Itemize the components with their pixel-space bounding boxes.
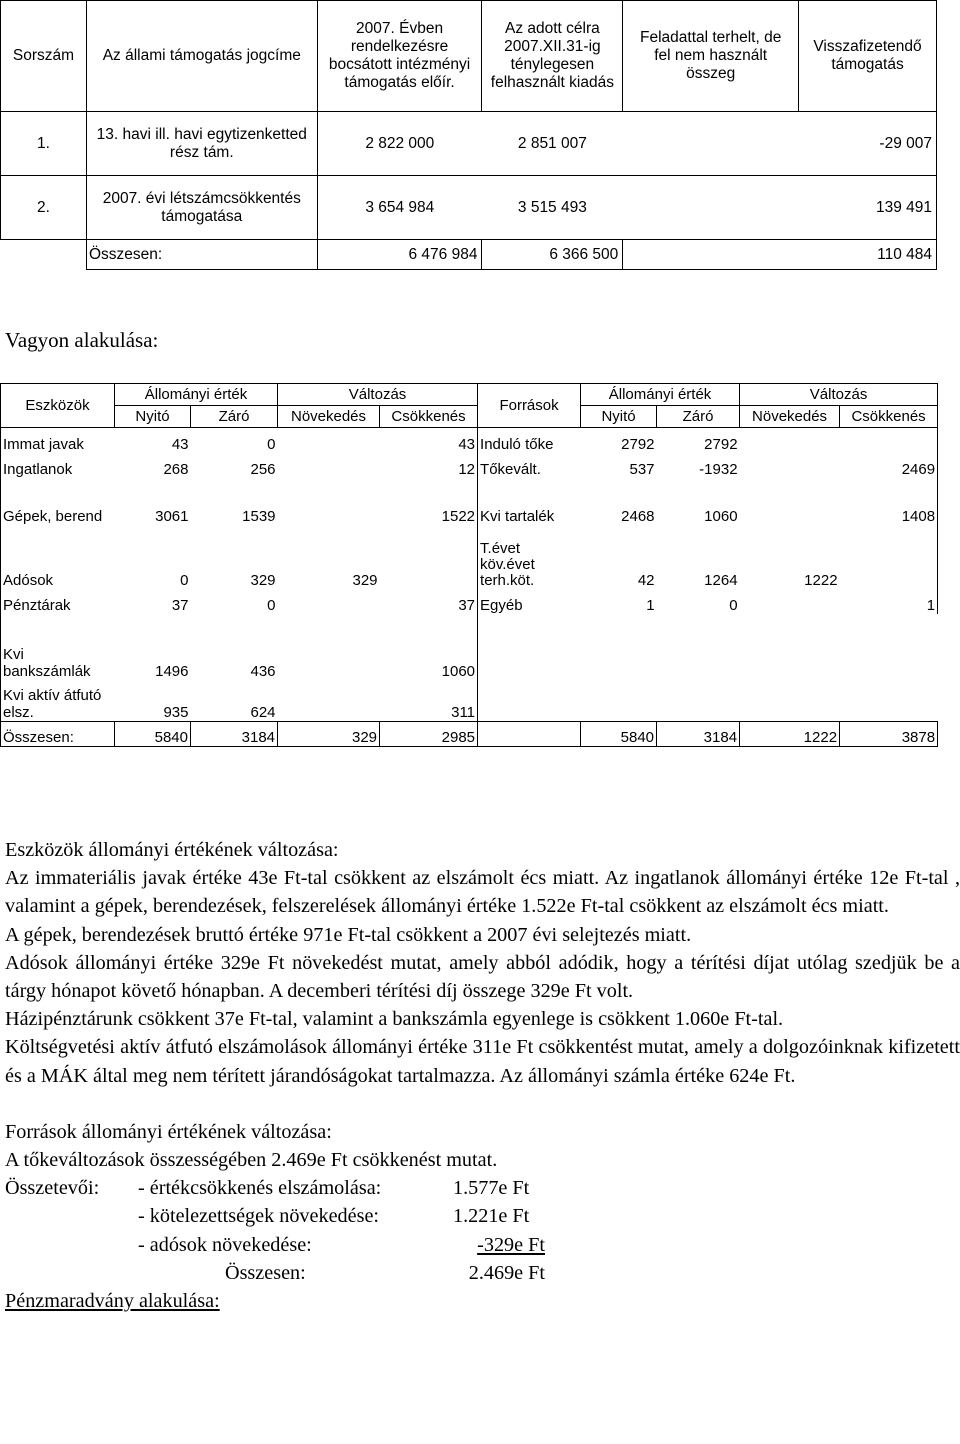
asset-opening: 37 [171, 596, 189, 614]
table-row [1, 176, 937, 240]
asset-decrease: 37 [380, 589, 478, 614]
asset-increase [278, 589, 380, 614]
asset-decrease: 1060 [380, 614, 478, 680]
header-allomanyi-ertek: Állományi érték [115, 384, 278, 406]
asset-opening: 935 [163, 704, 189, 721]
header-kiadas: Az adott célra 2007.XII.31-ig ténylegesen felhasznált kiadás [482, 1, 623, 112]
header-fel-nem-hasznalt: Feladattal terhelt, de fel nem használt összeg [623, 1, 799, 112]
source-closing: 1264 [704, 571, 738, 589]
header-nyito: Nyitó [581, 406, 657, 428]
total-ai: 329 [278, 722, 380, 747]
paragraph: Házipénztárunk csökkent 37e Ft-tal, valamint a bankszámla egyenlege is csökkent 1.060e Ft-tal. [5, 1008, 784, 1031]
component-row [5, 1174, 960, 1202]
heading-penzmaradvany: Pénzmaradvány alakulása: [5, 1290, 220, 1313]
assets-table [0, 383, 938, 747]
total-az: 3184 [191, 722, 278, 747]
asset-name: Kvi bankszámlák [1, 614, 115, 680]
component-value: 1.577e Ft [453, 1177, 530, 1200]
section-heading-vagyon: Vagyon alakulása: [5, 328, 159, 352]
header-visszafizetendo: Visszafizetendő támogatás [799, 1, 937, 112]
source-name: Egyéb [478, 589, 581, 614]
header-csokkenes: Csökkenés [840, 406, 938, 428]
asset-opening: 43 [171, 435, 189, 453]
heading-eszkozok-valtozasa: Eszközök állományi értékének változása: [5, 839, 339, 861]
table-row [1, 680, 938, 722]
source-closing: 1060 [704, 507, 738, 525]
source-decrease: 1 [840, 589, 938, 614]
component-item: - értékcsökkenés elszámolása: [138, 1177, 382, 1200]
paragraph: Adósok állományi értéke 329e Ft növekedést mutat, amely abból adódik, hogy a térítési díjat utólag szedjük be a tárgy hónapot követő hónapban. A decemberi térítési díj összege 329e Ft volt. [5, 951, 960, 1003]
source-increase [740, 428, 840, 453]
total-fz: 3184 [657, 722, 740, 747]
source-closing: 2792 [704, 435, 738, 453]
table-row [1, 525, 938, 589]
asset-increase [278, 614, 380, 680]
source-opening: 1 [646, 596, 655, 614]
total-c5 [623, 240, 799, 270]
component-total-row [5, 1259, 960, 1287]
table-row [1, 478, 938, 525]
component-value: 1.221e Ft [453, 1205, 530, 1228]
support-table [0, 0, 937, 270]
asset-closing: 1539 [242, 507, 276, 525]
source-increase [740, 478, 840, 525]
asset-increase [278, 478, 380, 525]
total-c4: 6 366 500 [482, 240, 623, 270]
header-novekedes: Növekedés [740, 406, 840, 428]
header-allomanyi-ertek: Állományi érték [581, 384, 740, 406]
asset-name: Pénztárak [1, 589, 115, 614]
source-opening: 537 [629, 460, 655, 478]
paragraph: A tőkeváltozások összességében 2.469e Ft csökkenést mutat. [5, 1149, 498, 1172]
component-label: Összetevői: [5, 1177, 100, 1200]
asset-name: Kvi aktív átfutó elsz. [1, 680, 115, 722]
asset-name: Gépek, berend [1, 478, 115, 525]
source-opening: 2792 [621, 435, 655, 453]
asset-closing: 0 [267, 435, 276, 453]
header-eszkozok: Eszközök [1, 384, 115, 428]
table-row [1, 614, 938, 680]
total-fn: 5840 [581, 722, 657, 747]
header-sorszam: Sorszám [1, 1, 87, 112]
asset-decrease: 43 [380, 428, 478, 453]
asset-increase [278, 680, 380, 722]
asset-decrease: 12 [380, 453, 478, 478]
header-forrasok: Források [478, 384, 581, 428]
total-ad: 2985 [380, 722, 478, 747]
component-value: -329e Ft [477, 1233, 545, 1256]
table-row [1, 453, 938, 478]
asset-opening: 268 [163, 460, 189, 478]
row-title: 13. havi ill. havi egytizenketted rész tám. [86, 112, 317, 176]
total-a: Összesen: [1, 722, 115, 747]
header-eloir: 2007. Évben rendelkezésre bocsátott intézményi támogatás előír. [317, 1, 482, 112]
source-opening: 42 [637, 571, 655, 589]
notes [5, 836, 960, 1315]
asset-decrease: 311 [380, 680, 478, 722]
header-novekedes: Növekedés [278, 406, 380, 428]
asset-opening: 3061 [155, 507, 189, 525]
source-name: Tőkevált. [478, 453, 581, 478]
table-row [1, 112, 937, 176]
row-c3: 3 654 984 [317, 176, 482, 240]
total-fd: 3878 [840, 722, 938, 747]
asset-closing: 329 [250, 571, 276, 589]
asset-decrease [380, 525, 478, 589]
source-increase [740, 589, 840, 614]
total-row [1, 722, 938, 747]
table-row [1, 589, 938, 614]
source-increase [740, 453, 840, 478]
source-closing: 0 [729, 596, 738, 614]
source-decrease: 1408 [840, 478, 938, 525]
asset-closing: 256 [250, 460, 276, 478]
header-zaro: Záró [657, 406, 740, 428]
asset-opening: 1496 [155, 662, 189, 680]
paragraph: A gépek, berendezések bruttó értéke 971e Ft-tal csökkent a 2007 évi selejtezés miatt. [5, 923, 692, 946]
asset-name: Adósok [1, 525, 115, 589]
component-item: - adósok növekedése: [138, 1233, 312, 1256]
row-c6: -29 007 [799, 112, 937, 176]
total-row [1, 240, 937, 270]
row-c6: 139 491 [799, 176, 937, 240]
source-decrease [840, 428, 938, 453]
asset-name: Ingatlanok [1, 453, 115, 478]
row-c3: 2 822 000 [317, 112, 482, 176]
heading-forrasok-valtozasa: Források állományi értékének változása: [5, 1120, 332, 1143]
asset-closing: 0 [267, 596, 276, 614]
row-c4: 2 851 007 [482, 112, 623, 176]
header-valtozas: Változás [740, 384, 938, 406]
paragraph: Az immateriális javak értéke 43e Ft-tal csökkent az elszámolt écs miatt. Az ingatlanok állományi értéke 12e Ft-tal , valamint a gépek, berendezések, felszerelések állományi értéke 1.522e Ft-tal csökkent az elszámolt écs miatt. [5, 867, 960, 918]
row-c5 [623, 112, 799, 176]
asset-opening: 0 [180, 571, 189, 589]
asset-name: Immat javak [1, 428, 115, 453]
row-number: 2. [1, 176, 87, 240]
source-name: Induló tőke [478, 428, 581, 453]
source-decrease: 2469 [840, 453, 938, 478]
row-title: 2007. évi létszámcsökkentés támogatása [86, 176, 317, 240]
asset-increase [278, 428, 380, 453]
table-row [1, 428, 938, 453]
support-table-header [1, 1, 937, 112]
asset-increase: 329 [352, 571, 378, 589]
row-c5 [623, 176, 799, 240]
total-c6: 110 484 [799, 240, 937, 270]
total-fi: 1222 [740, 722, 840, 747]
component-total-label: Összesen: [225, 1261, 306, 1284]
header-valtozas: Változás [278, 384, 478, 406]
source-name: Kvi tartalék [478, 478, 581, 525]
header-nyito: Nyitó [115, 406, 191, 428]
component-total-value: 2.469e Ft [468, 1261, 545, 1284]
header-zaro: Záró [191, 406, 278, 428]
source-name: T.évet köv.évet terh.köt. [478, 525, 581, 589]
row-number: 1. [1, 112, 87, 176]
component-item: - kötelezettségek növekedése: [138, 1205, 380, 1228]
total-c3: 6 476 984 [317, 240, 482, 270]
component-row [5, 1231, 960, 1259]
component-row [5, 1202, 960, 1230]
total-label: Összesen: [86, 240, 317, 270]
total-an: 5840 [115, 722, 191, 747]
header-jogcim: Az állami támogatás jogcíme [86, 1, 317, 112]
asset-closing: 436 [250, 662, 276, 680]
source-closing: -1932 [699, 460, 738, 478]
asset-increase [278, 453, 380, 478]
paragraph: Költségvetési aktív átfutó elszámolások állományi értéke 311e Ft csökkentést mutat, amely a dolgozóinknak kifizetett és a MÁK által meg nem térített járandóságokat tartalmazza. Az állományi számla értéke 624e Ft. [5, 1036, 960, 1087]
source-opening: 2468 [621, 507, 655, 525]
total-empty [478, 722, 581, 747]
source-increase: 1222 [804, 571, 838, 589]
header-csokkenes: Csökkenés [380, 406, 478, 428]
source-decrease [840, 525, 938, 589]
asset-closing: 624 [250, 704, 276, 721]
row-c4: 3 515 493 [482, 176, 623, 240]
asset-decrease: 1522 [380, 478, 478, 525]
